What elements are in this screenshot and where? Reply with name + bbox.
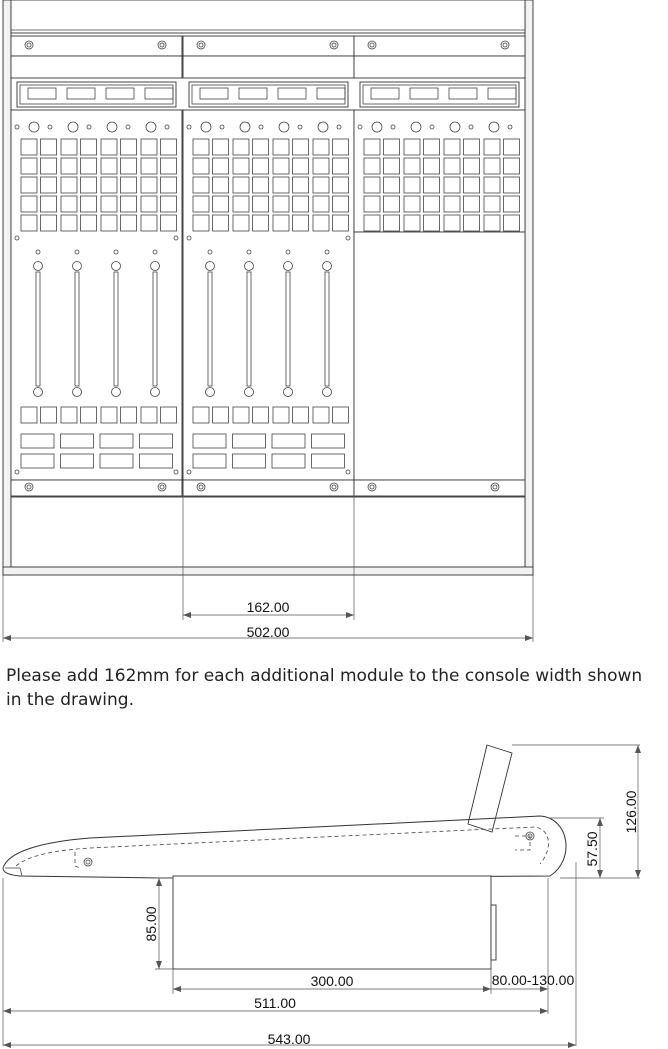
module-display-bridge: [360, 82, 519, 107]
console-side-view: [3, 745, 566, 969]
module-bottom-strip: [183, 480, 354, 496]
module-display-bridge: [17, 82, 176, 107]
console-width-dimension: 502.00: [246, 624, 290, 640]
module-rail: [354, 56, 525, 78]
blank-panel: [354, 232, 525, 480]
module-rail: [183, 56, 354, 78]
module-width-dimension: 162.00: [246, 599, 290, 615]
module-top-strip: [11, 36, 182, 56]
module-bottom-strip: [354, 480, 525, 496]
base-depth-dimension: 511.00: [254, 995, 296, 1011]
front-height-dimension: 57.50: [584, 831, 600, 867]
total-depth-dimension: 543.00: [267, 1031, 311, 1047]
module-display-bridge: [189, 82, 348, 107]
module-width-note: Please add 162mm for each additional module to the console width shown in the drawing.: [6, 666, 643, 710]
console-top-view: [3, 0, 533, 575]
module-top-strip: [354, 36, 525, 56]
module-rail: [11, 56, 182, 78]
pedestal-height-dimension: 85.00: [143, 906, 159, 942]
module-top-strip: [183, 36, 354, 56]
module-bottom-strip: [11, 480, 182, 496]
pedestal-depth-dimension: 300.00: [310, 973, 354, 989]
total-height-dimension: 126.00: [623, 790, 639, 834]
rear-clearance-dimension: 80.00-130.00: [491, 972, 575, 988]
